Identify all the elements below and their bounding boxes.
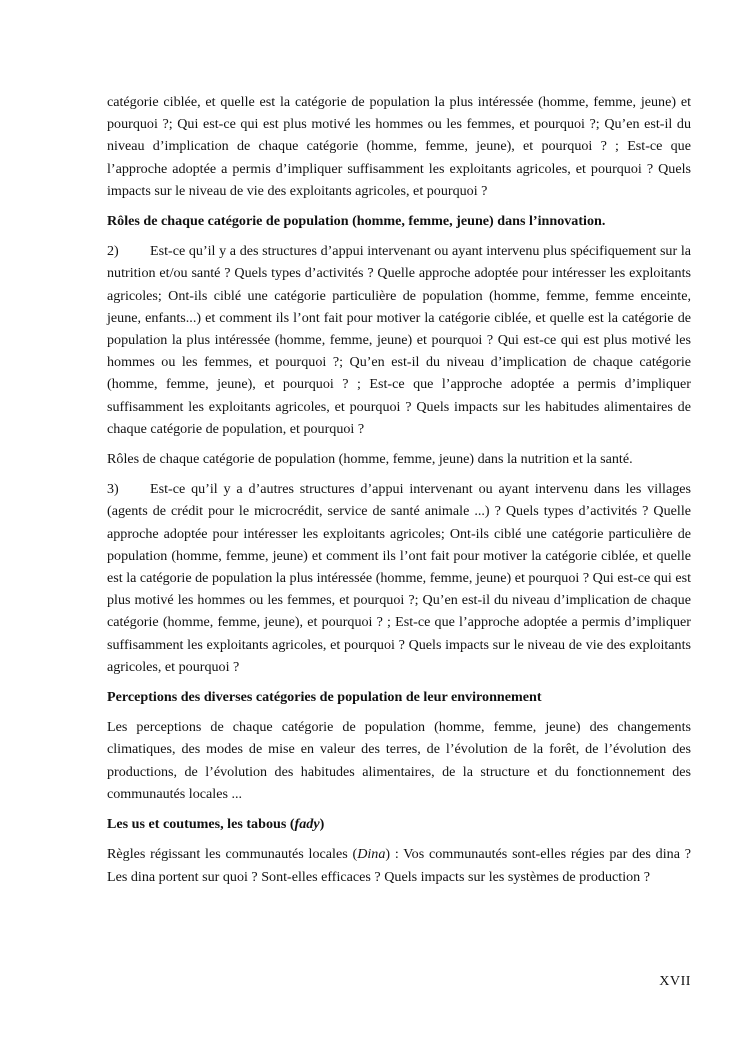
regles-prefix: Règles régissant les communautés locales (: [107, 846, 358, 863]
question-3-number: 3): [107, 481, 119, 498]
regles-suffix: ) : Vos communautés sont-elles régies par des dina ? Les dina portent sur quoi ? Sont-elles efficaces ? Quels impacts sur les systèmes de production ?: [107, 846, 691, 885]
perceptions-paragraph: Les perceptions de chaque catégorie de population (homme, femme, jeune) des changements climatiques, des modes de mise en valeur des terres, de l’évolution de la forêt, de l’évolution des productions, de l’évolution des habitudes alimentaires, de la structure et du fonctionnement des communautés locales ...: [107, 719, 691, 802]
question-3-text: Est-ce qu’il y a d’autres structures d’appui intervenant ou ayant intervenu dans les villages (agents de crédit pour le microcrédit, service de santé animale ...) ? Quels types d’activités ? Quelle approche adoptée pour intéresser les exploitants agricoles; Ont-ils ciblé une catégorie particulière de population (homme, femme, jeune) et comment ils l’ont fait pour motiver la catégorie ciblée, et quelle est la catégorie de population la plus intéressée (homme, femme, jeune) et pourquoi ? Qui est-ce qui est plus motivé les hommes ou les femmes, et pourquoi ?; Qu’en est-il du niveau d’implication de chaque catégorie (homme, femme, jeune), et pourquoi ? ; Est-ce que l’approche adoptée a permis d’impliquer suffisamment les exploitants agricoles, et pourquoi ? Quels impacts sur le niveau de vie des exploitants agricoles, et pourquoi ?: [107, 481, 691, 675]
roles-nutrition-paragraph: Rôles de chaque catégorie de population (homme, femme, jeune) dans la nutrition et la santé.: [107, 451, 633, 468]
regles-paragraph: [107, 843, 691, 887]
heading-perceptions: Perceptions des diverses catégories de population de leur environnement: [107, 689, 542, 706]
page-number: XVII: [659, 973, 691, 989]
intro-paragraph: catégorie ciblée, et quelle est la catégorie de population la plus intéressée (homme, femme, jeune) et pourquoi ?; Qui est-ce qui est plus motivé les hommes ou les femmes, et pourquoi ?; Qu’en est-il du niveau d’implication de chaque catégorie (homme, femme, jeune), et pourquoi ? ; Est-ce que l’approche adoptée a permis d’impliquer suffisamment les exploitants agricoles, et pourquoi ? Quels impacts sur le niveau de vie des exploitants agricoles, et pourquoi ?: [107, 94, 691, 199]
question-2-text: Est-ce qu’il y a des structures d’appui intervenant ou ayant intervenu plus spécifiquement sur la nutrition et/ou santé ? Quels types d’activités ? Quelle approche adoptée pour intéresser les exploitants agricoles; Ont-ils ciblé une catégorie particulière de population (homme, femme, femme enceinte, jeune, enfants...) et comment ils l’ont fait pour motiver la catégorie ciblée, et quelle est la catégorie de population la plus intéressée (homme, femme, jeune) et pourquoi ? Qui est-ce qui est plus motivé les hommes ou les femmes, et pourquoi ?; Qu’en est-il du niveau d’implication de chaque catégorie (homme, femme, jeune), et pourquoi ? ; Est-ce que l’approche adoptée a permis d’impliquer suffisamment les exploitants agricoles, et pourquoi ? Quels impacts sur les habitudes alimentaires de chaque catégorie de population, et pourquoi ?: [107, 243, 691, 437]
question-3: [107, 478, 691, 678]
heading-us-coutumes: [107, 813, 691, 835]
regles-italic: Dina: [357, 846, 386, 863]
question-2-number: 2): [107, 243, 119, 260]
heading-us-coutumes-italic: fady: [294, 816, 320, 833]
question-2: [107, 240, 691, 440]
heading-us-coutumes-prefix: Les us et coutumes, les tabous (: [107, 816, 295, 833]
page-body: [107, 91, 691, 888]
heading-roles-innovation: Rôles de chaque catégorie de population (homme, femme, jeune) dans l’innovation.: [107, 213, 606, 230]
heading-us-coutumes-suffix: ): [319, 816, 325, 833]
